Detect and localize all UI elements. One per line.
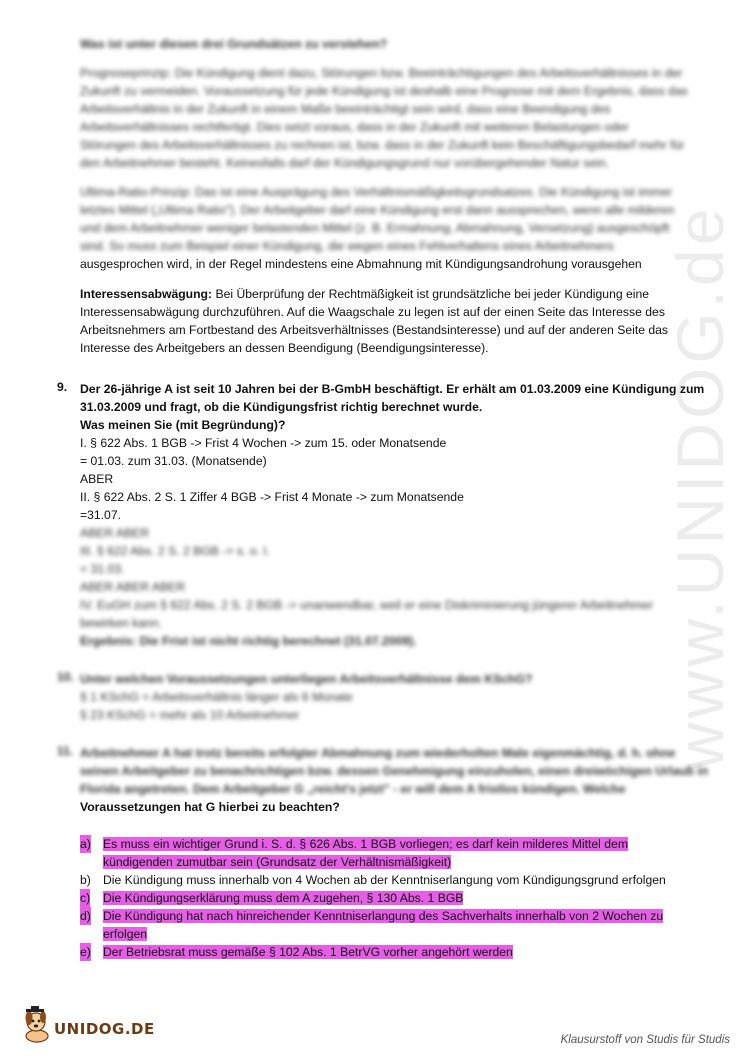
blurred-answer-line: = 31.03. [80, 562, 125, 576]
option-text: Die Kündigungserklärung muss dem A zugehen, § 130 Abs. 1 BGB [103, 891, 464, 905]
question-number: 11. [57, 744, 74, 758]
blurred-prognose-paragraph [80, 64, 688, 172]
prognose-line: Arbeitsverhältnis in der Zukunft in einem Maße beeinträchtigt sein wird, dass eine Beendigung des [80, 102, 611, 116]
answer-line: ABER [80, 472, 114, 486]
answer-options [80, 835, 666, 961]
answer-line: = 01.03. zum 31.03. (Monatsende) [80, 454, 267, 468]
option-text: Die Kündigung hat nach hinreichender Kenntniserlangung des Sachverhalts innerhalb von 2 Wochen zu [103, 909, 664, 923]
question-number: 9. [57, 380, 68, 394]
prognose-line: Arbeitsverhältnisses rechtfertigt. Dies setzt voraus, dass in der Zukunft mit weiteren Belastungen oder [80, 120, 629, 134]
interessen-line: Interesse des Arbeitgebers an dessen Beendigung (Beendigungsinteresse). [80, 341, 489, 355]
blurred-q9-answer [80, 524, 653, 650]
interessen-paragraph [80, 285, 668, 357]
blurred-answer-line: § 23 KSchG = mehr als 10 Arbeitnehmer [80, 708, 300, 722]
question-9 [80, 380, 704, 524]
option-text: Der Betriebsrat muss gemäße § 102 Abs. 1 BetrVG vorher angehört werden [103, 945, 513, 959]
question-line: 31.03.2009 und fragt, ob die Kündigungsfrist richtig berechnet wurde. [80, 400, 483, 414]
blurred-answer-line: ABER ABER ABER [80, 580, 185, 594]
blurred-heading: Was ist unter diesen drei Grundsätzen zu verstehen? [80, 37, 388, 51]
unidog-logo[interactable] [22, 1006, 155, 1046]
blurred-question-line: Arbeitnehmer A hat trotz bereits erfolgter Abmahnung zum wiederholten Male eigenmächtig, d. h. ohne [80, 746, 676, 760]
option-text: erfolgen [103, 927, 148, 941]
ultima-line: Ultima-Ratio-Prinzip: Das ist eine Ausprägung des Verhältnismäßigkeitsgrundsatzes. Die Kündigung ist immer [80, 185, 673, 199]
option-label: e) [80, 945, 91, 959]
option-label: c) [80, 891, 91, 905]
prognose-line: Störungen des Arbeitsverhältnisses zu rechnen ist, bzw. dass in der Zukunft kein Beschäftigungsbedarf mehr für [80, 138, 685, 152]
option-label: a) [80, 837, 91, 851]
answer-line: =31.07. [80, 508, 122, 522]
ultima-line: sind. So muss zum Beispiel einer Kündigung, die wegen eines Fehlverhaltens eines Arbeitnehmers [80, 239, 614, 253]
option-label: d) [80, 909, 91, 923]
interessen-line: Arbeitsnehmers am Fortbestand des Arbeitsverhältnisses (Bestandsinteresse) und auf der anderen Seite das [80, 323, 669, 337]
interessen-title: Interessensabwägung: [80, 287, 213, 301]
interessen-text: Bei Überprüfung der Rechtmäßigkeit ist grundsätzliche bei jeder Kündigung eine [212, 287, 650, 301]
blurred-answer-line: IV. EuGH zum § 622 Abs. 2 S. 2 BGB -> unanwendbar, weil er eine Diskriminierung jüngerer Arbeitnehmer [80, 598, 653, 612]
blurred-question-line: Unter welchen Voraussetzungen unterliegen Arbeitsverhältnisse dem KSchG? [80, 672, 533, 686]
question-line: Der 26-jährige A ist seit 10 Jahren bei der B-GmbH beschäftigt. Er erhält am 01.03.2009 eine Kündigung zum [80, 382, 705, 396]
question-line: Was meinen Sie (mit Begründung)? [80, 418, 286, 432]
blurred-answer-line: ABER ABER [80, 526, 150, 540]
blurred-answer-line: III. § 622 Abs. 2 S. 2 BGB -> s. o. I. [80, 544, 271, 558]
interessen-line: Interessensabwägung durchzuführen. Auf die Waagschale zu legen ist auf der einen Seite das Interesse des [80, 305, 665, 319]
option-text: Es muss ein wichtiger Grund i. S. d. § 626 Abs. 1 BGB vorliegen; es darf kein milderes Mittel dem [103, 837, 628, 851]
ultima-last-line: ausgesprochen wird, in der Regel mindestens eine Abmahnung mit Kündigungsandrohung vorausgehen [80, 257, 642, 271]
prognose-line: Prognoseprinzip: Die Kündigung dient dazu, Störungen bzw. Beeinträchtigungen des Arbeitsverhältnisses in der [80, 66, 683, 80]
watermark: www.UNIDOG.de [663, 204, 737, 770]
option-text: kündigenden zumutbar sein (Grundsatz der Verhältnismäßigkeit) [103, 855, 452, 869]
option-a [80, 835, 666, 871]
prognose-line: Zukunft zu vermeiden. Voraussetzung für jede Kündigung ist deshalb eine Prognose mit dem Ergebnis, dass das [80, 84, 688, 98]
blurred-question-11 [80, 744, 708, 798]
option-b [80, 871, 666, 889]
option-c [80, 889, 666, 907]
blurred-question-line: Florida angetreten. Dem Arbeitgeber G „reicht's jetzt" - er will dem A fristlos kündigen. Welche [80, 782, 626, 796]
question-11-visible-line: Voraussetzungen hat G hierbei zu beachten? [80, 800, 340, 814]
option-e [80, 943, 666, 961]
answer-line: II. § 622 Abs. 2 S. 1 Ziffer 4 BGB -> Frist 4 Monate -> zum Monatsende [80, 490, 464, 504]
question-number: 10. [57, 670, 74, 684]
footer-tagline: Klausurstoff von Studis für Studis [560, 1034, 730, 1046]
blurred-ultima-paragraph [80, 183, 674, 255]
option-text: Die Kündigung muss innerhalb von 4 Wochen ab der Kenntniserlangung vom Kündigungsgrund erfolgen [103, 873, 666, 887]
option-d [80, 907, 666, 943]
prognose-line: den Arbeitnehmer besteht. Keinesfalls darf der Kündigungsgrund nur vorübergehender Natur sein. [80, 156, 610, 170]
ultima-line: letztes Mittel („Ultima Ratio"). Der Arbeitgeber darf eine Kündigung erst dann aussprechen, wenn alle milderen [80, 203, 675, 217]
option-label: b) [80, 873, 91, 887]
blurred-answer-line: Ergebnis: Die Frist ist nicht richtig berechnet (31.07.2009). [80, 634, 417, 648]
blurred-answer-line: § 1 KSchG = Arbeitsverhältnis länger als 6 Monate [80, 690, 353, 704]
blurred-answer-line: bewirken kann. [80, 616, 162, 630]
answer-line: I. § 622 Abs. 1 BGB -> Frist 4 Wochen -> zum 15. oder Monatsende [80, 436, 447, 450]
blurred-question-line: seinen Arbeitgeber zu benachrichtigen bzw. dessen Genehmigung einzuholen, einen dreiwöchigen Urlaub in [80, 764, 709, 778]
logo-text: UNIDOG.DE [54, 1020, 155, 1038]
dog-icon [22, 1006, 54, 1044]
ultima-line: und dem Arbeitnehmer weniger belastenden Mittel (z. B. Ermahnung, Abmahnung, Versetzung) ausgeschöpft [80, 221, 670, 235]
blurred-question-10 [80, 670, 532, 724]
